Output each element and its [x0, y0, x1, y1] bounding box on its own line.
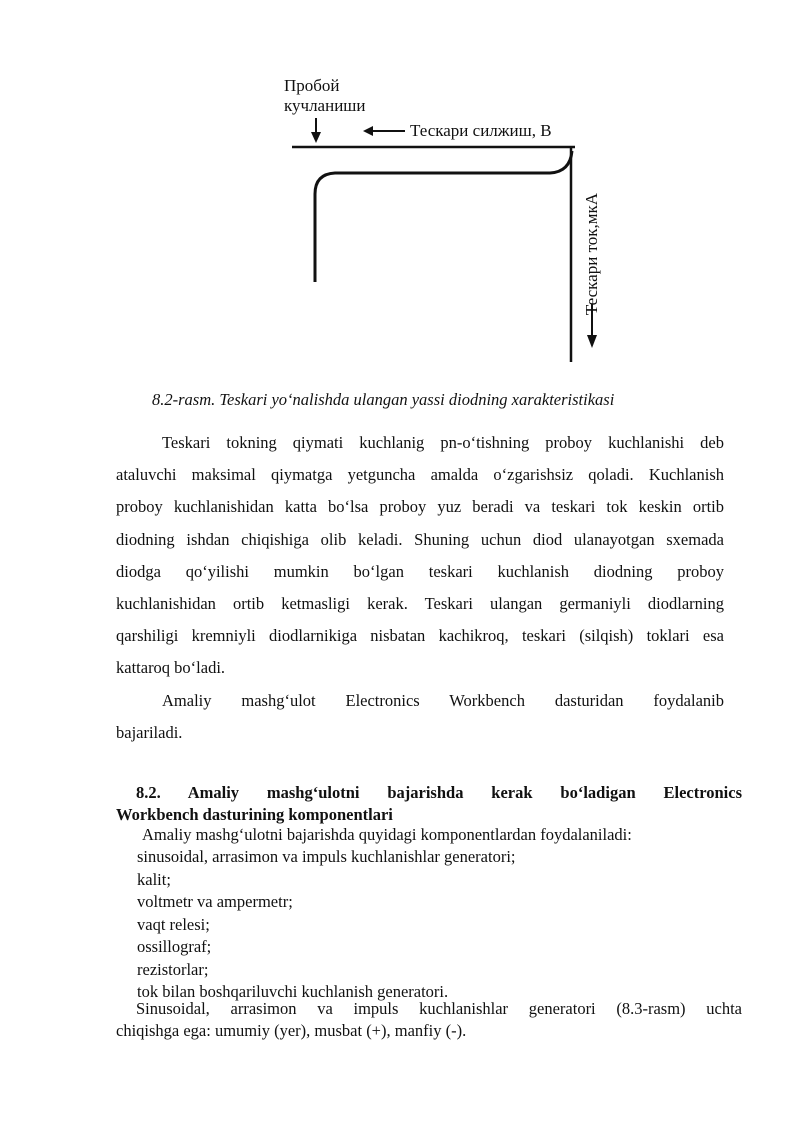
components-intro: Amaliy mashg‘ulotni bajarishda quyidagi komponentlardan foydalaniladi: — [142, 825, 632, 844]
text-line: Teskari tokning qiymati kuchlanig pn-o‘tishning proboy kuchlanishi deb — [162, 433, 724, 452]
paragraph-workbench — [116, 685, 724, 749]
list-item: ossillograf; — [137, 937, 212, 956]
heading-line: 8.2. Amaliy mashg‘ulotni bajarishda kerak bo‘ladigan Electronics — [136, 783, 742, 802]
breakdown-label-line2: кучланиши — [284, 96, 366, 115]
breakdown-arrowhead — [311, 132, 321, 143]
diode-reverse-characteristic-figure — [270, 72, 610, 372]
figure-caption: 8.2-rasm. Teskari yo‘nalishda ulangan yassi diodning xarakteristikasi — [152, 390, 615, 409]
current-arrowhead — [587, 335, 597, 348]
characteristic-curve — [315, 151, 572, 282]
text-line: diodga qo‘yilishi mumkin bo‘lgan teskari kuchlanish diodning proboy — [116, 561, 724, 581]
text-line: Sinusoidal, arrasimon va impuls kuchlanishlar generatori (8.3-rasm) uchta — [136, 999, 742, 1018]
list-item: tok bilan boshqariluvchi kuchlanish generatori. — [137, 982, 449, 1001]
reverse-voltage-label: Тескари силжиш, В — [410, 121, 552, 140]
text-line: ataluvchi maksimal qiymatga yetguncha amalda o‘zgarishsiz qoladi. Kuchlanish — [116, 465, 724, 485]
components-list — [137, 846, 516, 1004]
characteristic-diagram — [270, 72, 610, 372]
text-line: Amaliy mashg‘ulot Electronics Workbench dasturidan foydalanib — [162, 691, 724, 710]
list-item: voltmetr va ampermetr; — [137, 892, 293, 911]
text-line: kattaroq bo‘ladi. — [116, 658, 226, 678]
text-line: kuchlanishidan ortib ketmasligi kerak. Teskari ulangan germaniyli diodlarning — [116, 593, 724, 613]
list-item: rezistorlar; — [137, 959, 209, 979]
heading-line: Workbench dasturining komponentlari — [116, 805, 393, 824]
voltage-arrowhead — [363, 126, 373, 136]
section-heading — [116, 782, 742, 826]
paragraph-reverse-current — [116, 427, 724, 685]
paragraph-generator — [116, 998, 742, 1042]
text-line: chiqishga ega: umumiy (yer), musbat (+), manfiy (-). — [116, 1021, 467, 1040]
text-line: qarshiligi kremniyli diodlarnikiga nisbatan kachikroq, teskari (silqish) toklari esa — [116, 626, 724, 646]
list-item: vaqt relesi; — [137, 914, 210, 934]
breakdown-label-line1: Пробой — [284, 76, 340, 95]
text-line: diodning ishdan chiqishiga olib keladi. Shuning uchun diod ulanayotgan sxemada — [116, 529, 724, 549]
text-line: proboy kuchlanishidan katta bo‘lsa proboy yuz beradi va teskari tok keskin ortib — [116, 497, 724, 517]
text-line: bajariladi. — [116, 723, 183, 743]
reverse-current-label: Тескари ток,мкА — [582, 192, 601, 316]
list-item: kalit; — [137, 869, 171, 889]
list-item: sinusoidal, arrasimon va impuls kuchlanishlar generatori; — [137, 847, 516, 866]
